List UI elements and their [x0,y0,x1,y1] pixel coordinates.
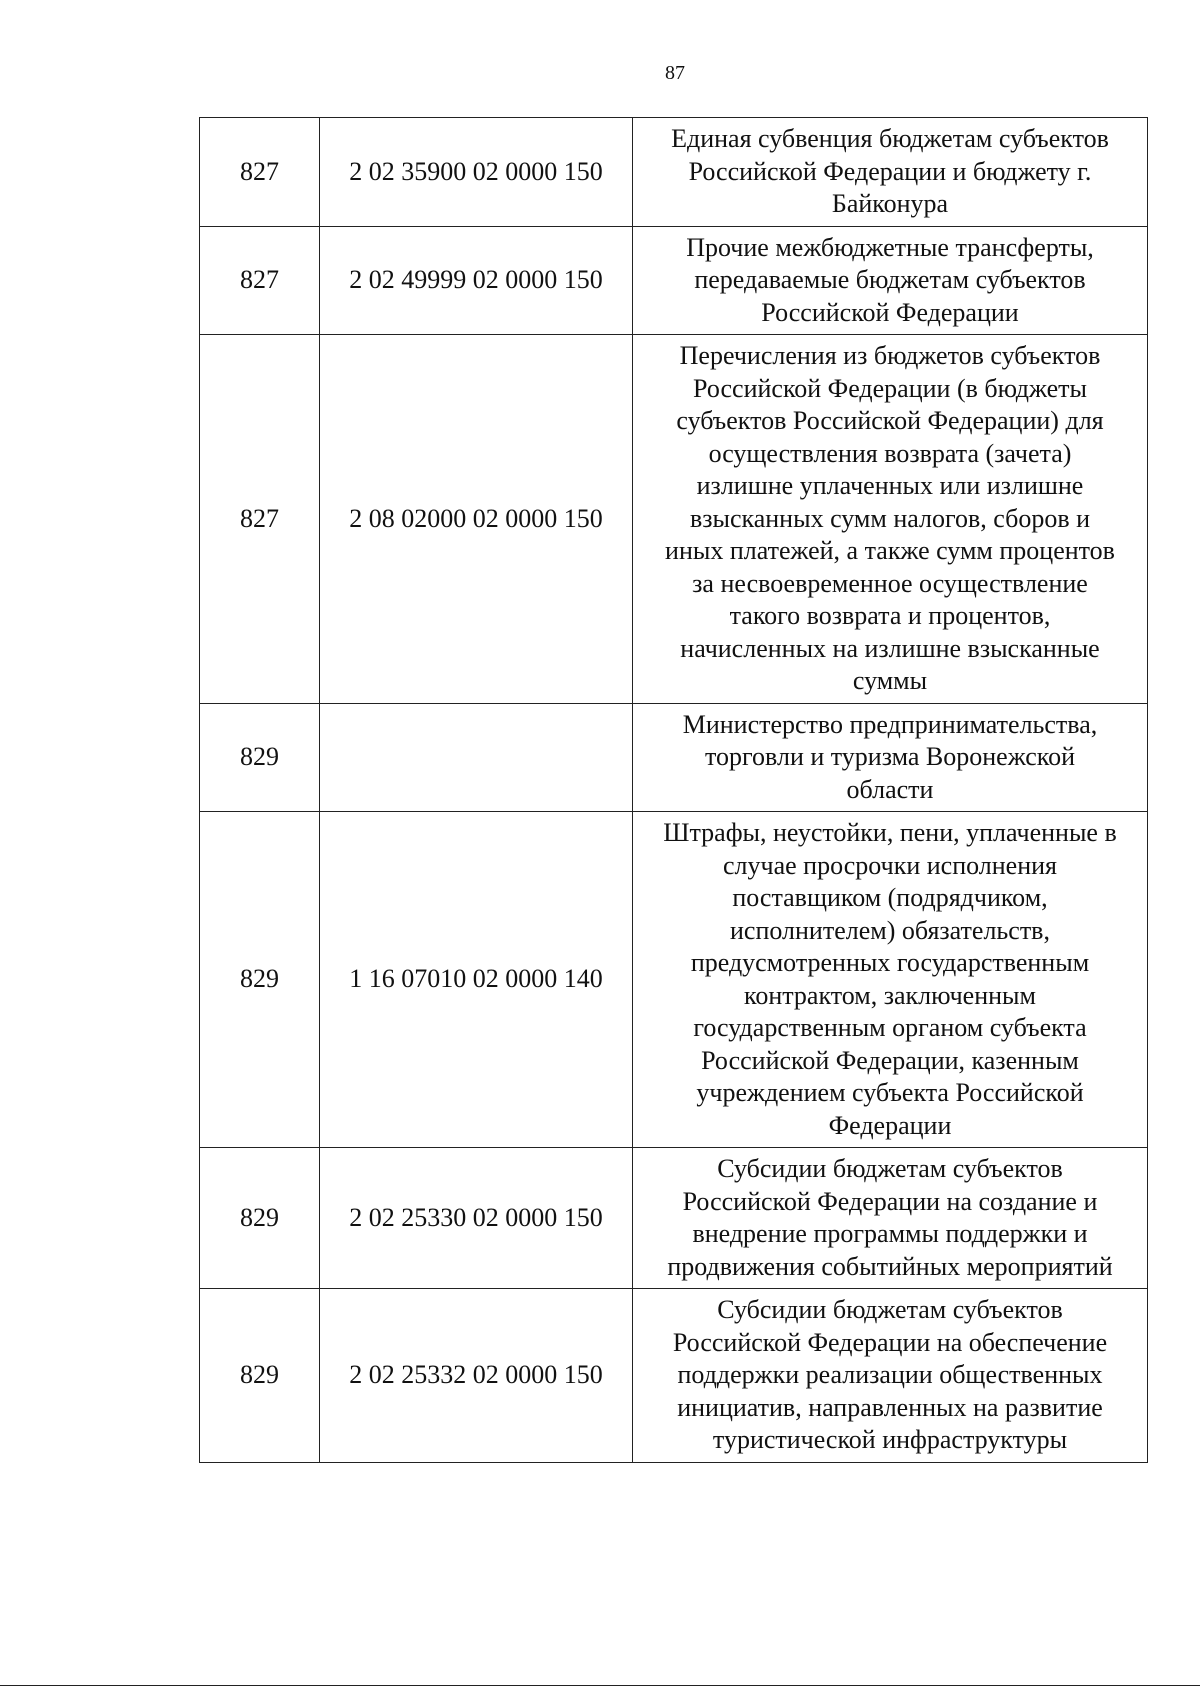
description-cell [633,335,1148,704]
description-line: суммы [852,666,928,695]
table-row [200,812,1148,1148]
kbk-code-cell [320,703,633,812]
admin-code-cell: 829 [200,812,320,1148]
description-line: Российской Федерации на обеспечение [672,1327,1108,1357]
admin-code-cell: 829 [200,1289,320,1463]
admin-code-cell: 827 [200,335,320,704]
description-line: Российской Федерации (в бюджеты [693,373,1087,403]
kbk-code-cell: 2 02 49999 02 0000 150 [320,226,633,335]
bottom-rule [0,1685,1200,1686]
table-row [200,703,1148,812]
description-line: Российской Федерации на создание и [682,1186,1098,1216]
description-line: исполнителем) обязательств, [730,915,1050,945]
description-cell [633,812,1148,1148]
description-line: Перечисления из бюджетов субъектов [679,341,1101,370]
table-row [200,1289,1148,1463]
description-line: Прочие межбюджетные трансферты, [686,232,1094,262]
kbk-code-cell: 2 08 02000 02 0000 150 [320,335,633,704]
description-line: Субсидии бюджетам субъектов [717,1295,1063,1324]
kbk-code-cell: 2 02 35900 02 0000 150 [320,118,633,227]
description-line: иных платежей, а также сумм процентов [665,536,1115,565]
description-line: контрактом, заключенным [744,980,1036,1010]
table-body [200,118,1148,1463]
description-line: поддержки реализации общественных [677,1360,1103,1389]
description-line: начисленных на излишне взысканные [680,633,1100,663]
admin-code-cell: 827 [200,118,320,227]
description-line: инициатив, направленных на развитие [677,1392,1103,1422]
admin-code-cell: 827 [200,226,320,335]
description-line: поставщиком (подрядчиком, [732,883,1048,912]
description-cell [633,703,1148,812]
description-line: продвижения событийных мероприятий [667,1251,1113,1281]
description-line: Российской Федерации, казенным [701,1045,1079,1075]
description-line: за несвоевременное осуществление [692,568,1088,598]
page-number: 87 [665,62,685,84]
description-cell [633,118,1148,227]
kbk-code-cell: 2 02 25332 02 0000 150 [320,1289,633,1463]
description-line: субъектов Российской Федерации) для [676,406,1104,435]
description-line: взысканных сумм налогов, сборов и [689,503,1091,533]
table-row [200,226,1148,335]
kbk-code-cell: 2 02 25330 02 0000 150 [320,1148,633,1289]
description-line: такого возврата и процентов, [729,601,1051,630]
description-line: учреждением субъекта Российской [696,1078,1084,1107]
table-row [200,118,1148,227]
description-cell [633,1148,1148,1289]
description-cell [633,226,1148,335]
description-line: Российской Федерации [761,297,1019,327]
description-line: Штрафы, неустойки, пени, уплаченные в [663,818,1117,847]
description-line: внедрение программы поддержки и [692,1219,1088,1248]
description-line: осуществления возврата (зачета) [708,438,1072,468]
description-line: Министерство предпринимательства, [682,709,1098,739]
description-line: торговли и туризма Воронежской [705,742,1075,771]
admin-code-cell: 829 [200,1148,320,1289]
description-line: Федерации [828,1110,952,1140]
description-line: Российской Федерации и бюджету г. [688,156,1092,186]
description-cell [633,1289,1148,1463]
description-line: области [846,774,934,804]
table-row [200,1148,1148,1289]
admin-code-cell: 829 [200,703,320,812]
description-line: предусмотренных государственным [690,948,1090,977]
budget-codes-table [199,117,1148,1463]
kbk-code-cell: 1 16 07010 02 0000 140 [320,812,633,1148]
description-line: Байконура [831,189,949,218]
description-line: Единая субвенция бюджетам субъектов [671,124,1109,153]
description-line: излишне уплаченных или излишне [696,471,1084,500]
description-line: государственным органом субъекта [693,1013,1087,1042]
description-line: случае просрочки исполнения [723,850,1057,880]
description-line: туристической инфраструктуры [712,1425,1068,1454]
description-line: Субсидии бюджетам субъектов [717,1154,1063,1183]
table-row [200,335,1148,704]
description-line: передаваемые бюджетам субъектов [694,265,1086,294]
